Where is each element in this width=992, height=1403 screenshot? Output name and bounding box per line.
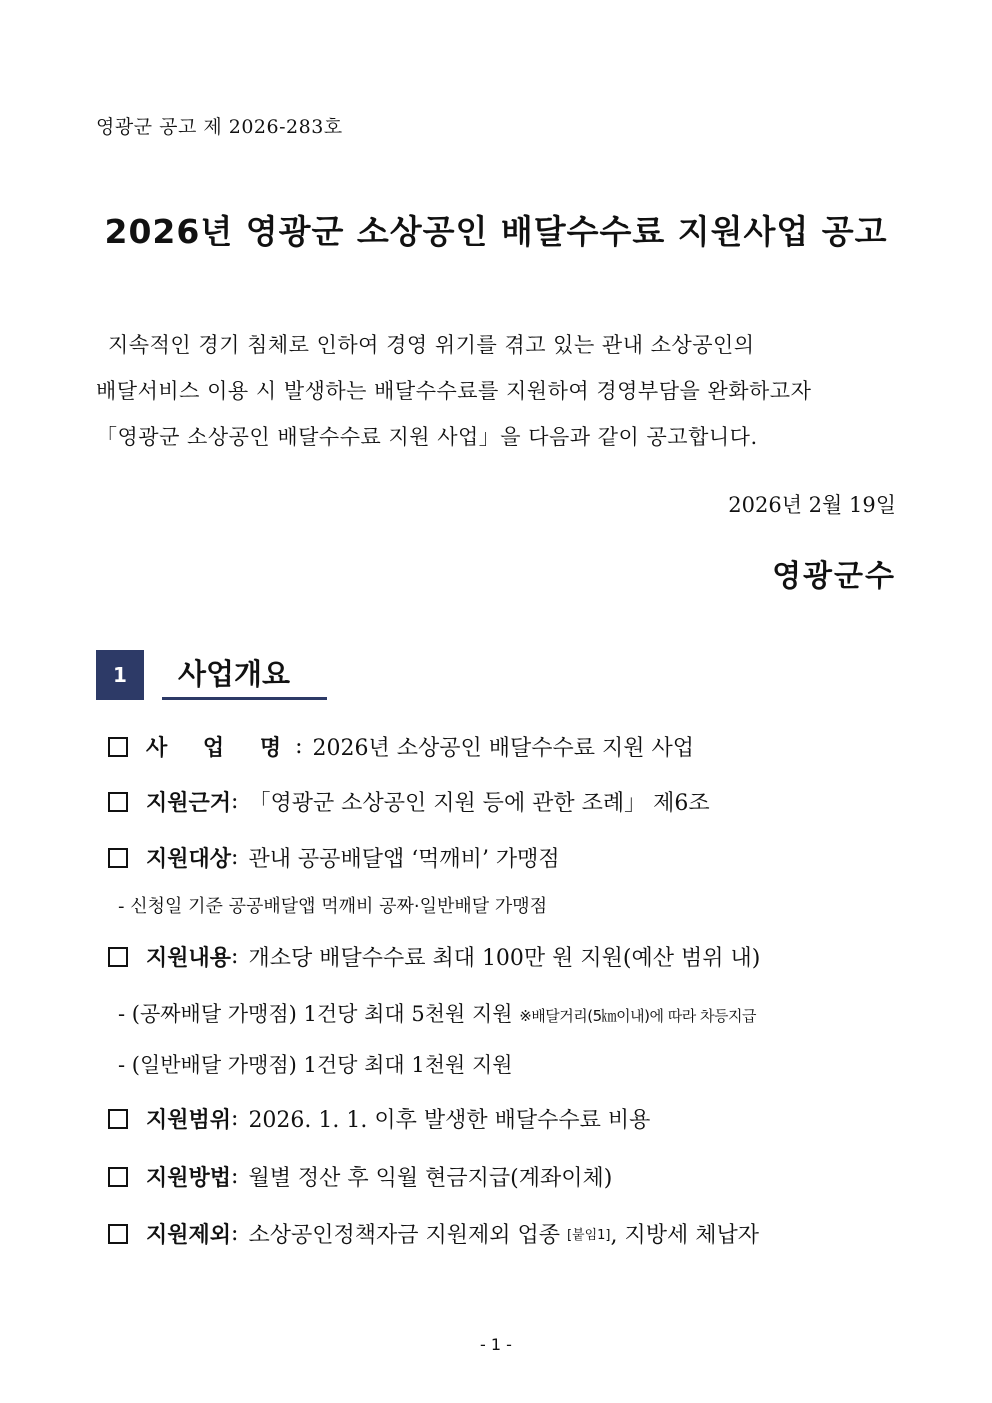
item-support-exclusion: 지원제외 : 소상공인정책자금 지원제외 업종 [붙임1] , 지방세 체납자 — [108, 1218, 759, 1249]
checkbox-icon — [108, 1109, 128, 1129]
item-support-target-detail: - 신청일 기준 공공배달앱 먹깨비 공짜·일반배달 가맹점 — [118, 896, 548, 917]
item-value: 개소당 배달수수료 최대 100만 원 지원(예산 범위 내) — [248, 946, 761, 971]
item-support-basis: 지원근거 : 「영광군 소상공인 지원 등에 관한 조례」 제6조 — [108, 786, 710, 817]
item-label: 지원범위 — [146, 1108, 232, 1133]
checkbox-icon — [108, 792, 128, 812]
attachment-ref: [붙임1] — [566, 1228, 611, 1243]
checkbox-icon — [108, 848, 128, 868]
detail-text: - (공짜배달 가맹점) 1건당 최대 5천원 지원 — [118, 1002, 513, 1026]
item-support-scope: 지원범위 : 2026. 1. 1. 이후 발생한 배달수수료 비용 — [108, 1103, 650, 1134]
item-label: 지원내용 — [146, 946, 232, 971]
item-value: 2026년 소상공인 배달수수료 지원 사업 — [312, 736, 694, 761]
intro-line: 지속적인 경기 침체로 인하여 경영 위기를 겪고 있는 관내 소상공인의 — [108, 333, 755, 357]
item-value-after: , 지방세 체납자 — [610, 1223, 759, 1248]
item-support-method: 지원방법 : 월별 정산 후 익월 현금지급(계좌이체) — [108, 1161, 612, 1192]
item-label: 지원대상 — [146, 847, 232, 872]
checkbox-icon — [108, 1167, 128, 1187]
section-number-badge: 1 — [96, 650, 144, 700]
section-title: 사업개요 — [162, 652, 327, 700]
item-label: 지원근거 — [146, 791, 232, 816]
item-value: 「영광군 소상공인 지원 등에 관한 조례」 제6조 — [248, 791, 710, 816]
page-title: 2026년 영광군 소상공인 배달수수료 지원사업 공고 — [104, 212, 888, 251]
intro-line: 「영광군 소상공인 배달수수료 지원 사업」을 다음과 같이 공고합니다. — [96, 425, 758, 449]
item-value: 관내 공공배달앱 ‘먹깨비’ 가맹점 — [248, 847, 560, 872]
notice-date: 2026년 2월 19일 — [728, 493, 896, 517]
item-label: 지원제외 — [146, 1223, 232, 1248]
intro-paragraph — [96, 322, 896, 460]
item-support-content-detail — [118, 998, 756, 1028]
page-number: - 1 - — [480, 1335, 512, 1354]
item-label: 사 업 명 — [146, 736, 296, 761]
item-value: 소상공인정책자금 지원제외 업종 — [248, 1223, 560, 1248]
item-value: 월별 정산 후 익월 현금지급(계좌이체) — [248, 1166, 613, 1191]
detail-note: ※배달거리(5㎞이내)에 따라 차등지급 — [519, 1007, 756, 1025]
checkbox-icon — [108, 947, 128, 967]
issuer: 영광군수 — [772, 559, 896, 594]
item-value: 2026. 1. 1. 이후 발생한 배달수수료 비용 — [248, 1108, 651, 1133]
item-support-target: 지원대상 : 관내 공공배달앱 ‘먹깨비’ 가맹점 — [108, 842, 560, 873]
checkbox-icon — [108, 737, 128, 757]
item-project-name: 사 업 명 : 2026년 소상공인 배달수수료 지원 사업 — [108, 731, 694, 762]
checkbox-icon — [108, 1224, 128, 1244]
intro-line: 배달서비스 이용 시 발생하는 배달수수료를 지원하여 경영부담을 완화하고자 — [96, 379, 812, 403]
item-label: 지원방법 — [146, 1166, 232, 1191]
item-support-content: 지원내용 : 개소당 배달수수료 최대 100만 원 지원(예산 범위 내) — [108, 941, 760, 972]
item-support-content-detail: - (일반배달 가맹점) 1건당 최대 1천원 지원 — [118, 1053, 513, 1077]
notice-number: 영광군 공고 제 2026-283호 — [96, 116, 343, 138]
